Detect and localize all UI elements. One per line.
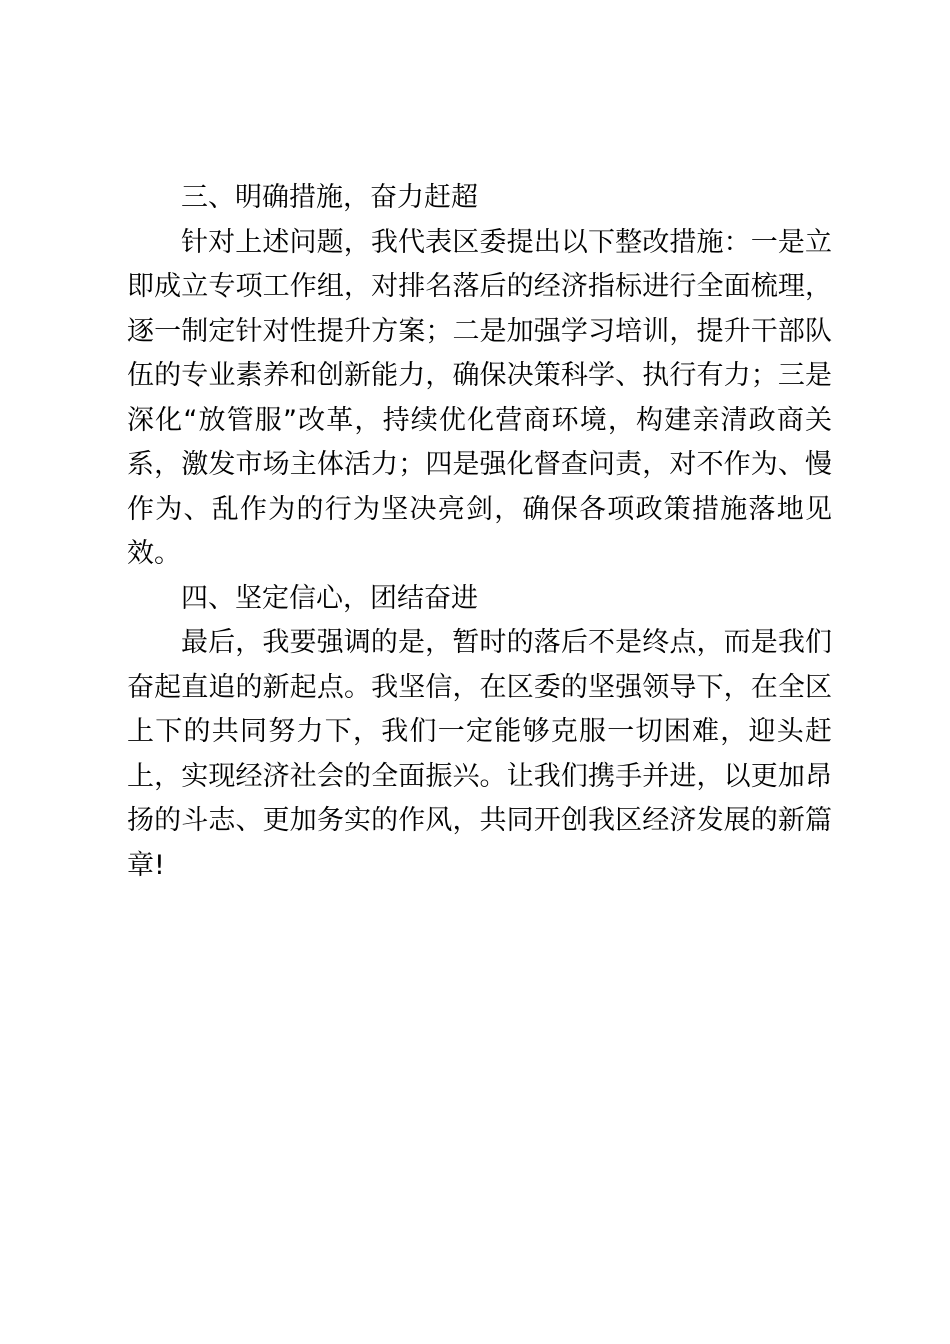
document-body bbox=[127, 176, 832, 888]
section-heading-3: 三、明确措施，奋力赶超 bbox=[181, 182, 478, 213]
section-paragraph-3: 针对上述问题，我代表区委提出以下整改措施：一是立即成立专项工作组，对排名落后的经济指标进行全面梳理，逐一制定针对性提升方案；二是加强学习培训，提升干部队伍的专业素养和创新能力，确保决策科学、执行有力；三是深化“放管服”改革，持续优化营商环境，构建亲清政商关系，激发市场主体活力；四是强化督查问责，对不作为、慢作为、乱作为的行为坚决亮剑，确保各项政策措施落地见效。 bbox=[127, 226, 832, 569]
section-heading-4: 四、坚定信心，团结奋进 bbox=[181, 582, 478, 614]
section-paragraph-4: 最后，我要强调的是，暂时的落后不是终点，而是我们奋起直追的新起点。我坚信，在区委的坚强领导下，在全区上下的共同努力下，我们一定能够克服一切困难，迎头赶上，实现经济社会的全面振兴。让我们携手并进，以更加昂扬的斗志、更加务实的作风，共同开创我区经济发展的新篇章! bbox=[127, 627, 832, 881]
